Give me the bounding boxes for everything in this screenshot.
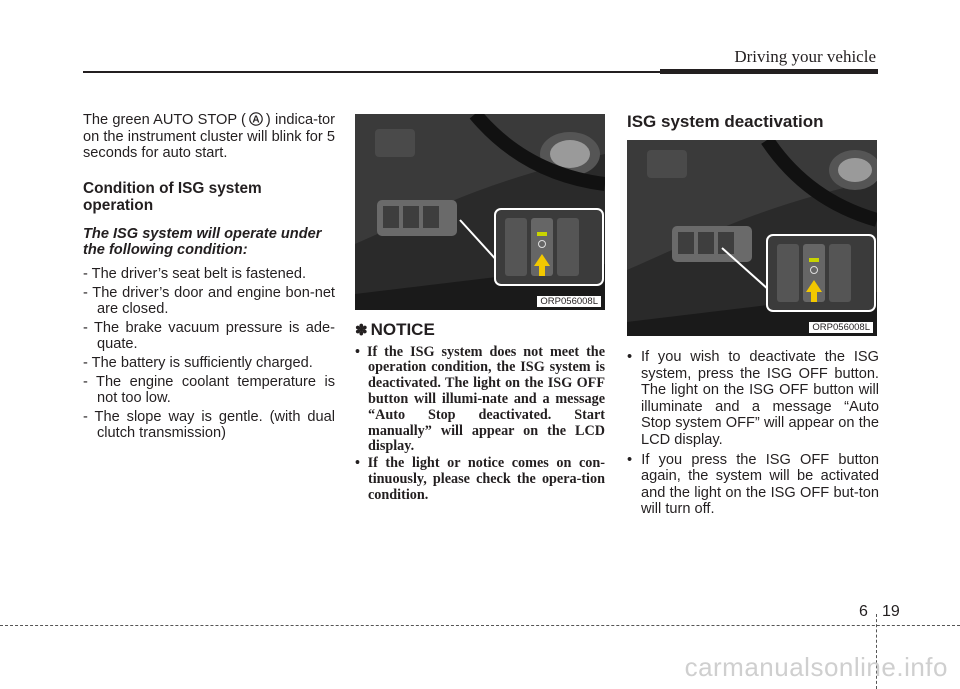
condition-subheading: The ISG system will operate under the following condition: bbox=[83, 225, 322, 259]
dashboard-photo bbox=[355, 114, 605, 310]
deactivation-item: • If you wish to deactivate the ISG system, press the ISG OFF button. The light on the ISG OFF button will illuminate and a message “Auto Stop system OFF” will appear on the LCD display. bbox=[627, 349, 879, 448]
condition-heading: Condition of ISG system operation bbox=[83, 179, 262, 214]
isg-button-photo bbox=[627, 140, 877, 336]
condition-item: - The slope way is gentle. (with dual clutch transmission) bbox=[83, 408, 335, 442]
auto-stop-icon bbox=[249, 112, 263, 126]
page-number: 19 bbox=[882, 603, 900, 620]
condition-item: - The brake vacuum pressure is ade-quate. bbox=[83, 319, 335, 353]
watermark: carmanualsonline.info bbox=[684, 652, 948, 682]
left-column bbox=[83, 112, 335, 444]
condition-item: - The driver’s door and engine bon-net are closed. bbox=[83, 284, 335, 318]
notice-item: • If the light or notice comes on con-tinuously, please check the opera-tion condition. bbox=[355, 455, 605, 503]
middle-column bbox=[355, 114, 605, 505]
intro-text-end: ) indica-tor on the instrument cluster will blink for 5 seconds for auto start. bbox=[83, 112, 335, 162]
condition-list bbox=[83, 266, 335, 442]
figure-code: ORP056008L bbox=[537, 296, 601, 307]
deactivation-list bbox=[627, 349, 879, 518]
notice-item: • If the ISG system does not meet the operation condition, the ISG system is deactivated. The light on the ISG OFF button will illumi-nate and a message “Auto Stop deactivated. Start manually” will appear on the LCD display. bbox=[355, 343, 605, 455]
notice-title-text: NOTICE bbox=[370, 320, 435, 339]
page-header-title: Driving your vehicle bbox=[734, 47, 876, 66]
header-rule-accent bbox=[660, 69, 878, 74]
intro-paragraph bbox=[83, 112, 335, 162]
deactivation-item: • If you press the ISG OFF button again, the system will be activated and the light on the ISG OFF but-ton will turn off. bbox=[627, 451, 879, 518]
notice-symbol: ✽ bbox=[355, 322, 368, 339]
notice-title bbox=[355, 322, 605, 340]
chapter-number: 6 bbox=[859, 603, 868, 620]
condition-item: - The engine coolant temperature is not too low. bbox=[83, 373, 335, 407]
svg-text:A: A bbox=[252, 114, 260, 126]
condition-item: - The battery is sufficiently charged. bbox=[83, 354, 313, 371]
footer-rule bbox=[0, 625, 960, 626]
isg-button-illustration bbox=[627, 140, 877, 336]
deactivation-heading: ISG system deactivation bbox=[627, 112, 824, 131]
figure-code: ORP056008L bbox=[809, 322, 873, 333]
notice-list bbox=[355, 345, 605, 504]
intro-text-start: The green AUTO STOP ( bbox=[83, 112, 246, 128]
dashboard-illustration bbox=[355, 114, 605, 310]
condition-item: - The driver’s seat belt is fastened. bbox=[83, 265, 307, 282]
right-column bbox=[627, 112, 879, 521]
